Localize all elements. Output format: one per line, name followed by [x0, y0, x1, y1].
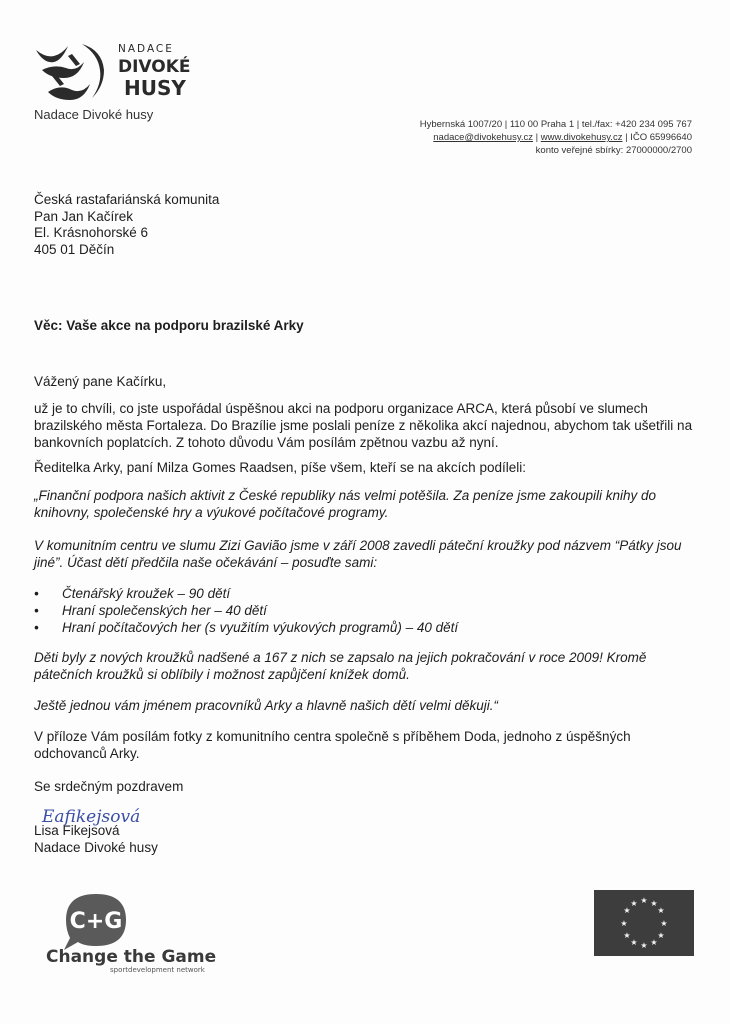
sender-name: Lisa Fikejsová	[34, 823, 120, 838]
quote-paragraph-1: „Finanční podpora našich aktivit z České republiky nás velmi potěšila. Za peníze jsme zakoupili knihy do knihovny, společenské hry a výukové počítačové programy.	[34, 488, 657, 520]
sender-address-block	[420, 118, 692, 157]
svg-text:★: ★	[640, 941, 648, 950]
svg-text:★: ★	[657, 906, 665, 915]
svg-text:★: ★	[623, 931, 631, 940]
logo-word-nadace: NADACE	[118, 43, 174, 55]
ctg-tagline: sportdevelopment network	[110, 966, 205, 974]
svg-text:★: ★	[620, 919, 628, 928]
nadace-divoke-husy-logo	[32, 40, 192, 110]
recipient-organization: Česká rastafariánská komunita	[34, 192, 220, 207]
address-line: Hybernská 1007/20 | 110 00 Praha 1 | tel./fax: +420 234 095 767	[419, 119, 692, 130]
svg-text:★: ★	[650, 938, 658, 947]
quote-paragraph-4: Ještě jednou vám jménem pracovníků Arky a hlavně našich dětí velmi děkuji.“	[34, 698, 498, 713]
list-item: • Hraní společenských her – 40 dětí	[34, 602, 694, 619]
svg-text:★: ★	[650, 899, 658, 908]
svg-text:★: ★	[630, 899, 638, 908]
activity-list	[34, 585, 694, 636]
change-the-game-logo	[44, 890, 234, 975]
sender-organization: Nadace Divoké husy	[34, 840, 158, 855]
svg-text:★: ★	[660, 919, 668, 928]
svg-text:★: ★	[640, 896, 648, 905]
closing: Se srdečným pozdravem	[34, 779, 184, 794]
ctg-name: Change the Game	[46, 947, 217, 967]
email-link[interactable]: nadace@divokehusy.cz	[433, 132, 534, 143]
svg-text:★: ★	[623, 906, 631, 915]
salutation: Vážený pane Kačírku,	[34, 374, 167, 389]
geese-emblem	[36, 44, 104, 100]
letter-subject: Věc: Vaše akce na podporu brazilské Arky	[34, 318, 304, 333]
body-paragraph-3: V příloze Vám posílám fotky z komunitního centra společně s příběhem Doda, jednoho z úspěšných odchovanců Arky.	[34, 729, 631, 761]
quote-paragraph-3: Děti byly z nových kroužků nadšené a 167 z nich se zapsalo na jejich pokračování v roce 2009! Kromě pátečních kroužků si oblíbily i možnost zapůjčení knížek domů.	[34, 650, 647, 682]
logo-word-divoke: DIVOKÉ	[118, 57, 191, 77]
svg-text:★: ★	[657, 931, 665, 940]
website-link[interactable]: www.divokehusy.cz	[540, 132, 623, 143]
recipient-name: Pan Jan Kačírek	[34, 208, 134, 224]
svg-text:Eafikejsová: Eafikejsová	[42, 807, 141, 827]
body-paragraph-2: Ředitelka Arky, paní Milza Gomes Raadsen, píše všem, kteří se na akcích podíleli:	[34, 460, 526, 475]
logo-word-husy: HUSY	[124, 76, 186, 100]
ctg-mark: C+G	[69, 909, 123, 934]
recipient-city: 405 01 Děčín	[34, 241, 115, 257]
quote-paragraph-2: V komunitním centru ve slumu Zizi Gavião jsme v září 2008 zavedli páteční kroužky pod názvem “Pátky jsou jiné”. Účast dětí předčila naše očekávání – posuďte sami:	[34, 538, 682, 570]
eu-flag-icon	[594, 890, 694, 956]
svg-text:★: ★	[630, 938, 638, 947]
logo-caption: Nadace Divoké husy	[34, 107, 154, 122]
sender-signature-block	[34, 822, 694, 856]
account-line: konto veřejné sbírky: 27000000/2700	[535, 145, 692, 156]
ico-number: | IČO 65996640	[622, 132, 692, 143]
separator: |	[533, 132, 541, 143]
list-item: • Hraní počítačových her (s využitím výukových programů) – 40 dětí	[34, 619, 694, 636]
recipient-street: El. Krásnohorské 6	[34, 225, 149, 240]
recipient-address	[34, 192, 694, 258]
contact-line	[420, 131, 692, 144]
body-paragraph-1: už je to chvíli, co jste uspořádal úspěšnou akci na podporu organizace ARCA, která působí ve slumech brazilského města Fortaleza. Do Brazílie jsme poslali peníze z několika akcí najednou, abychom tak ušetřili na bankovních poplatcích. Z tohoto důvodu Vám posílám zpětnou vazbu až nyní.	[34, 401, 693, 450]
list-item: • Čtenářský kroužek – 90 dětí	[34, 585, 694, 602]
